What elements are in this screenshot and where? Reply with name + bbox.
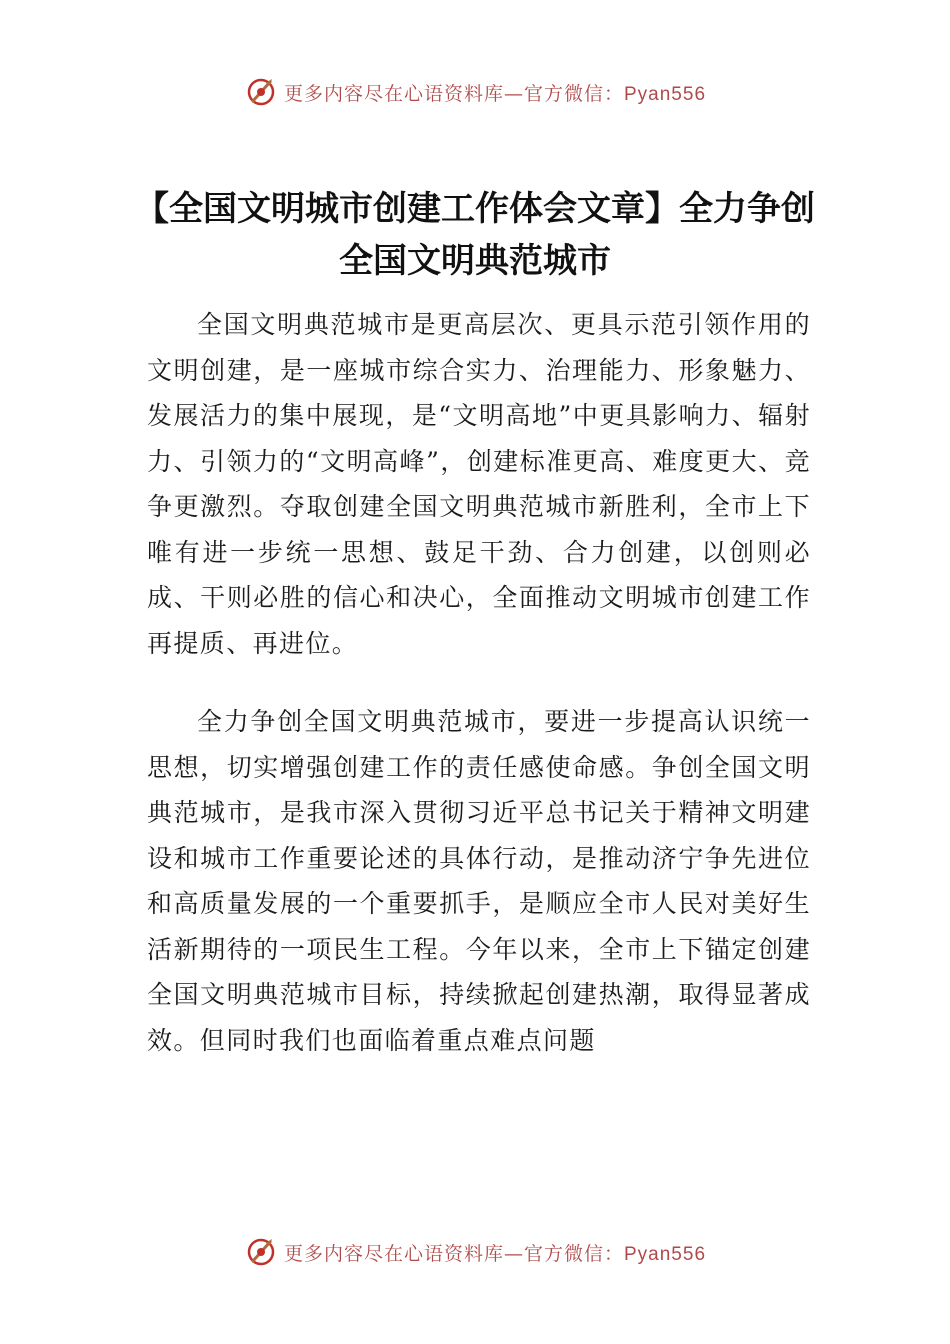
banner-text: 更多内容尽在心语资料库—官方微信：Pyan556 [283,82,707,105]
wechat-id: Pyan556 [624,83,707,105]
header-banner [0,72,950,112]
paragraph-1: 全国文明典范城市是更高层次、更具示范引领作用的文明创建，是一座城市综合实力、治理能力、形象魅力、发展活力的集中展现，是“文明高地”中更具影响力、辐射力、引领力的“文明高峰”，创建标准更高、难度更大、竞争更激烈。夺取创建全国文明典范城市新胜利，全市上下唯有进一步统一思想、鼓足干劲、合力创建，以创则必成、干则必胜的信心和决心，全面推动文明城市创建工作再提质、再进位。 [147,310,811,658]
brand-logo-icon [244,1235,278,1269]
paragraph-2: 全力争创全国文明典范城市，要进一步提高认识统一思想，切实增强创建工作的责任感使命感。争创全国文明典范城市，是我市深入贯彻习近平总书记关于精神文明建设和城市工作重要论述的具体行动，是推动济宁争先进位和高质量发展的一个重要抓手，是顺应全市人民对美好生活新期待的一项民生工程。今年以来，全市上下锚定创建全国文明典范城市目标，持续掀起创建热潮，取得显著成效。但同时我们也面临着重点难点问题 [147,707,811,1055]
document-title: 【全国文明城市创建工作体会文章】全力争创全国文明典范城市 [135,188,815,281]
footer-banner [0,1232,950,1272]
brand-logo-icon [244,75,278,109]
wechat-id: Pyan556 [624,1243,707,1265]
banner-text: 更多内容尽在心语资料库—官方微信：Pyan556 [283,1242,707,1265]
